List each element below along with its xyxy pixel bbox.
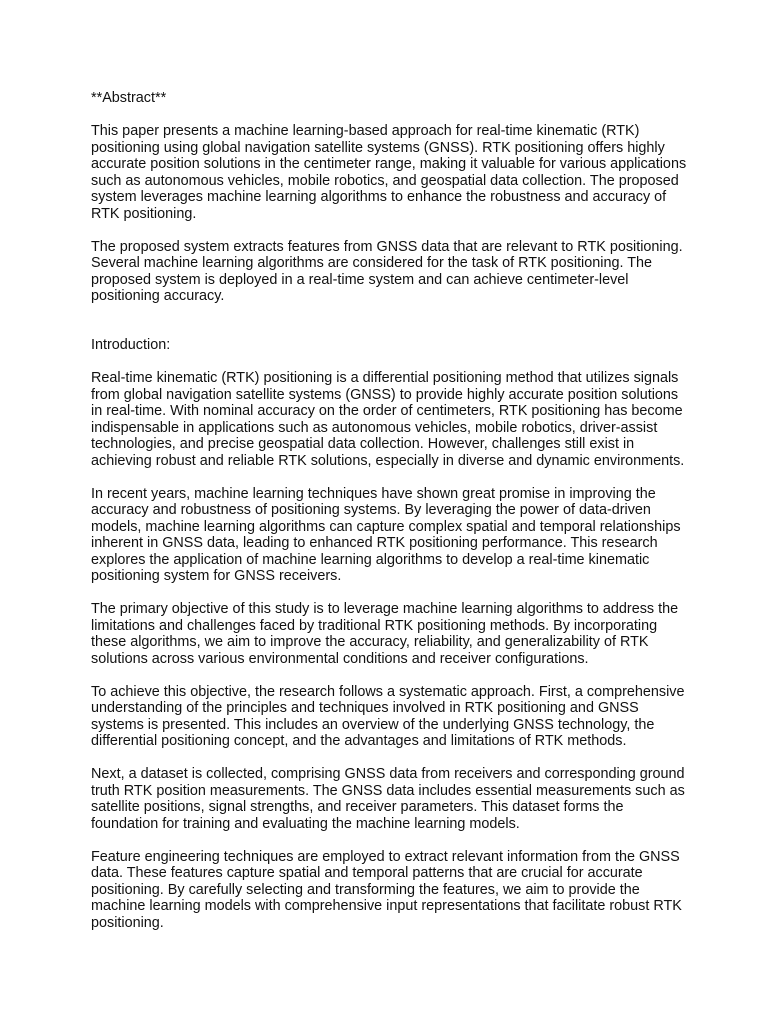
- document-body: [91, 90, 691, 948]
- section-spacer: [91, 321, 691, 337]
- introduction-paragraph: Real-time kinematic (RTK) positioning is a differential positioning method that utilizes signals from global navigation satellite systems (GNSS) to provide highly accurate position solutions in real-time. With nominal accuracy on the order of centimeters, RTK positioning has become indispensable in applications such as autonomous vehicles, mobile robotics, driver-assist technologies, and precise geospatial data collection. However, challenges still exist in achieving robust and reliable RTK solutions, especially in diverse and dynamic environments.: [91, 370, 685, 469]
- introduction-paragraph: Feature engineering techniques are employed to extract relevant information from the GNSS data. These features capture spatial and temporal patterns that are crucial for accurate positioning. By carefully selecting and transforming the features, we aim to provide the machine learning models with comprehensive input representations that facilitate robust RTK positioning.: [91, 848, 682, 931]
- introduction-paragraph: Next, a dataset is collected, comprising GNSS data from receivers and corresponding ground truth RTK position measurements. The GNSS data includes essential measurements such as satellite positions, signal strengths, and receiver parameters. This dataset forms the foundation for training and evaluating the machine learning models.: [91, 766, 685, 832]
- introduction-paragraph: To achieve this objective, the research follows a systematic approach. First, a comprehensive understanding of the principles and techniques involved in RTK positioning and GNSS systems is presented. This includes an overview of the underlying GNSS technology, the differential positioning concept, and the advantages and limitations of RTK methods.: [91, 683, 685, 749]
- introduction-paragraph: In recent years, machine learning techniques have shown great promise in improving the accuracy and robustness of positioning systems. By leveraging the power of data-driven models, machine learning algorithms can capture complex spatial and temporal relationships inherent in GNSS data, leading to enhanced RTK positioning performance. This research explores the application of machine learning algorithms to develop a real-time kinematic positioning system for GNSS receivers.: [91, 485, 681, 584]
- abstract-heading: **Abstract**: [91, 90, 167, 106]
- introduction-paragraph: The primary objective of this study is to leverage machine learning algorithms to address the limitations and challenges faced by traditional RTK positioning methods. By incorporating these algorithms, we aim to improve the accuracy, reliability, and generalizability of RTK solutions across various environmental conditions and receiver configurations.: [91, 601, 679, 667]
- abstract-paragraph: The proposed system extracts features from GNSS data that are relevant to RTK positioning. Several machine learning algorithms are considered for the task of RTK positioning. The proposed system is deployed in a real-time system and can achieve centimeter-level positioning accuracy.: [91, 238, 683, 304]
- abstract-paragraph: This paper presents a machine learning-based approach for real-time kinematic (RTK) positioning using global navigation satellite systems (GNSS). RTK positioning offers highly accurate position solutions in the centimeter range, making it valuable for various applications such as autonomous vehicles, mobile robotics, and geospatial data collection. The proposed system leverages machine learning algorithms to enhance the robustness and accuracy of RTK positioning.: [91, 123, 687, 222]
- introduction-heading: Introduction:: [91, 337, 171, 353]
